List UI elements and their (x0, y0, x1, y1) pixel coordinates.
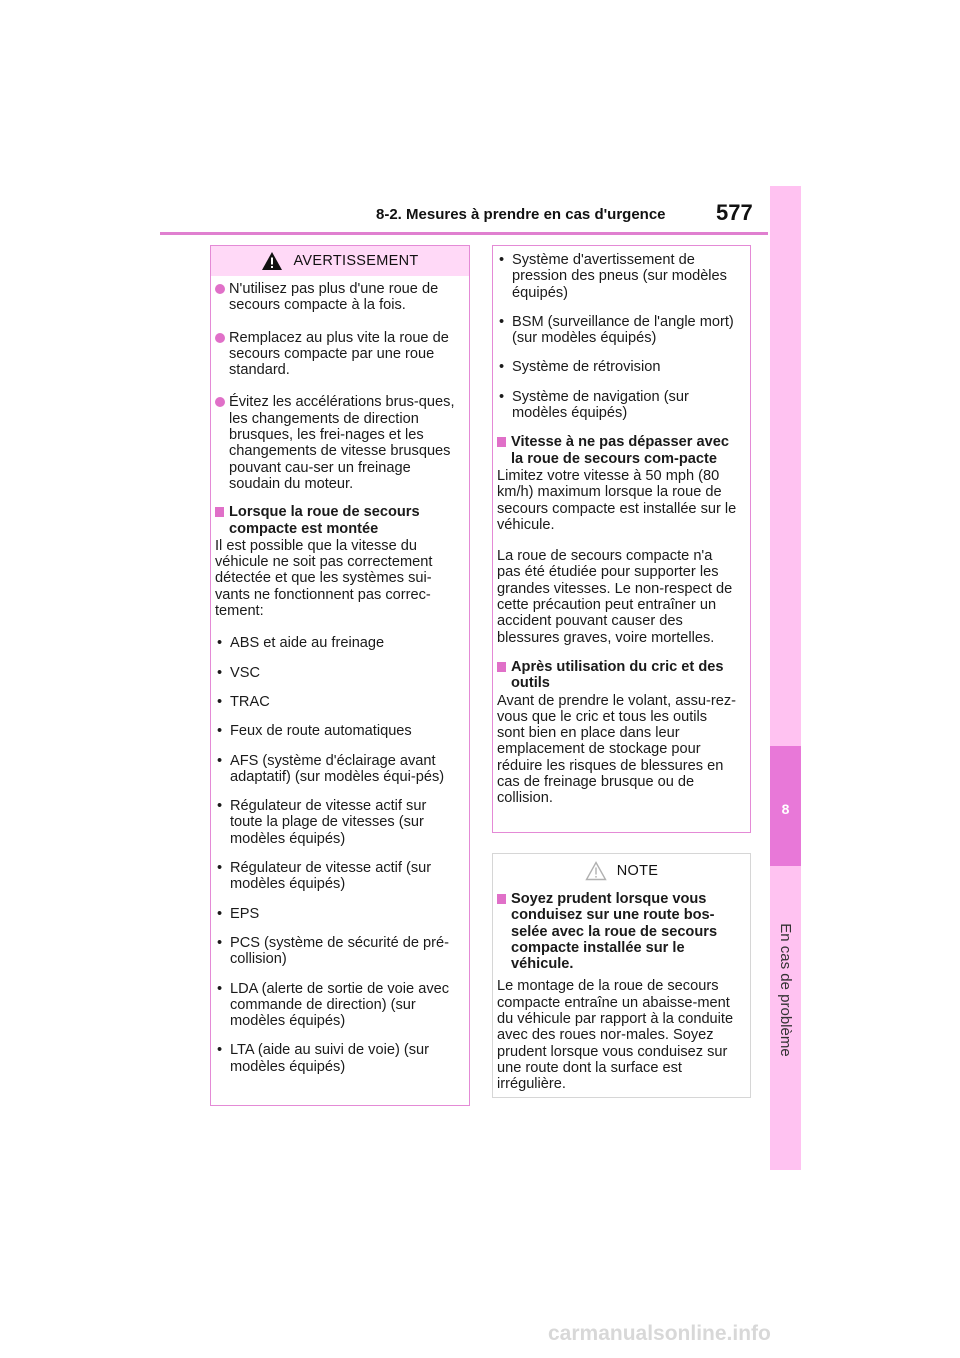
list-item: • BSM (surveillance de l'angle mort) (sur modèles équipés) (499, 313, 734, 347)
section-heading: Lorsque la roue de secours compacte est montée (215, 504, 457, 537)
warning-box-continued (492, 245, 751, 833)
warning-dot-item: Évitez les accélérations brus-ques, les changements de direction brusques, les frei-nages et les changements de vitesse brusques pouvant cau-ser un freinage soudain du moteur. (215, 394, 457, 492)
list-item: • VSC (217, 664, 261, 681)
list-item: • LTA (aide au suivi de voie) (sur modèles équipés) (217, 1042, 429, 1075)
list-item: • ABS et aide au freinage (217, 635, 385, 652)
chapter-number: 8 (781, 801, 790, 817)
bullet-dot-icon (215, 397, 225, 407)
list-item: • Système de navigation (sur modèles équipés) (499, 388, 689, 422)
chapter-title: En cas de problème (777, 923, 794, 1057)
warning-title: AVERTISSEMENT (293, 253, 419, 269)
note-content (493, 888, 750, 1093)
list-item: • LDA (alerte de sortie de voie avec commande de direction) (sur modèles équipés) (217, 980, 450, 1030)
warning-dot-item: N'utilisez pas plus d'une roue de secours compacte à la fois. (215, 281, 457, 314)
list-item: • Système d'avertissement de pression des pneus (sur modèles équipés) (499, 252, 727, 301)
warning-dot-item: Remplacez au plus vite la roue de secours compacte par une roue standard. (215, 330, 457, 379)
list-item: • EPS (217, 905, 260, 922)
warning-triangle-icon (261, 251, 283, 271)
note-header (493, 854, 750, 888)
list-item: • TRAC (217, 693, 270, 710)
square-bullet-icon (497, 437, 506, 447)
list-item: • Régulateur de vitesse actif sur toute la plage de vitesses (sur modèles équipés) (217, 798, 427, 847)
watermark: carmanualsonline.info (548, 1322, 771, 1345)
square-bullet-icon (497, 894, 506, 904)
warning-header (211, 246, 469, 276)
section-paragraph: Avant de prendre le volant, assu-rez-vous que le cric et tous les outils sont bien en place dans leur emplacement de stockage pour réduire les risques de blessures en cas de freinage brusque ou de collision. (497, 692, 737, 807)
note-box (492, 853, 751, 1098)
section-paragraph: Il est possible que la vitesse du véhicule ne soit pas correctement détectée et que les systèmes sui-vants ne fonctionnent pas correc-tement: (215, 537, 433, 620)
list-item: • Système de rétrovision (499, 359, 661, 376)
section-paragraph: La roue de secours compacte n'a pas été étudiée pour supporter les grandes vitesses. Le non-respect de cette précaution peut entraîner un accident pouvant causer des blessures graves, voire mortelles. (497, 548, 733, 646)
warning-box (210, 245, 470, 1106)
bullet-dot-icon (215, 284, 225, 294)
list-item: • PCS (système de sécurité de pré-collision) (217, 934, 449, 968)
list-item: • AFS (système d'éclairage avant adaptatif) (sur modèles équi-pés) (217, 752, 445, 785)
square-bullet-icon (497, 662, 506, 672)
section-heading: Vitesse à ne pas dépasser avec la roue de secours com-pacte (497, 434, 738, 467)
section-paragraph: Limitez votre vitesse à 50 mph (80 km/h) maximum lorsque la roue de secours compacte est installée sur le véhicule. (497, 467, 737, 533)
section-heading: Après utilisation du cric et des outils (497, 659, 738, 692)
list-item: • Régulateur de vitesse actif (sur modèles équipés) (217, 860, 432, 893)
bullet-dot-icon (215, 333, 225, 343)
header-rule (160, 232, 768, 235)
square-bullet-icon (215, 507, 224, 517)
section-title: 8-2. Mesures à prendre en cas d'urgence (376, 206, 666, 223)
caution-triangle-icon (585, 861, 607, 881)
page-number: 577 (716, 200, 753, 225)
chapter-marker (770, 746, 801, 866)
section-heading: Soyez prudent lorsque vous conduisez sur une route bos-selée avec la roue de secours compacte installée sur le véhicule. (497, 891, 738, 972)
warning-continued-content (493, 246, 750, 807)
list-item: • Feux de route automatiques (217, 723, 412, 740)
section-paragraph: Le montage de la roue de secours compacte entraîne un abaisse-ment du véhicule par rapport à la conduite avec des roues nor-males. Soyez prudent lorsque vous conduisez sur une route dont la surface est irrégulière. (497, 978, 734, 1093)
warning-content (211, 276, 469, 1075)
note-title: NOTE (616, 863, 659, 879)
